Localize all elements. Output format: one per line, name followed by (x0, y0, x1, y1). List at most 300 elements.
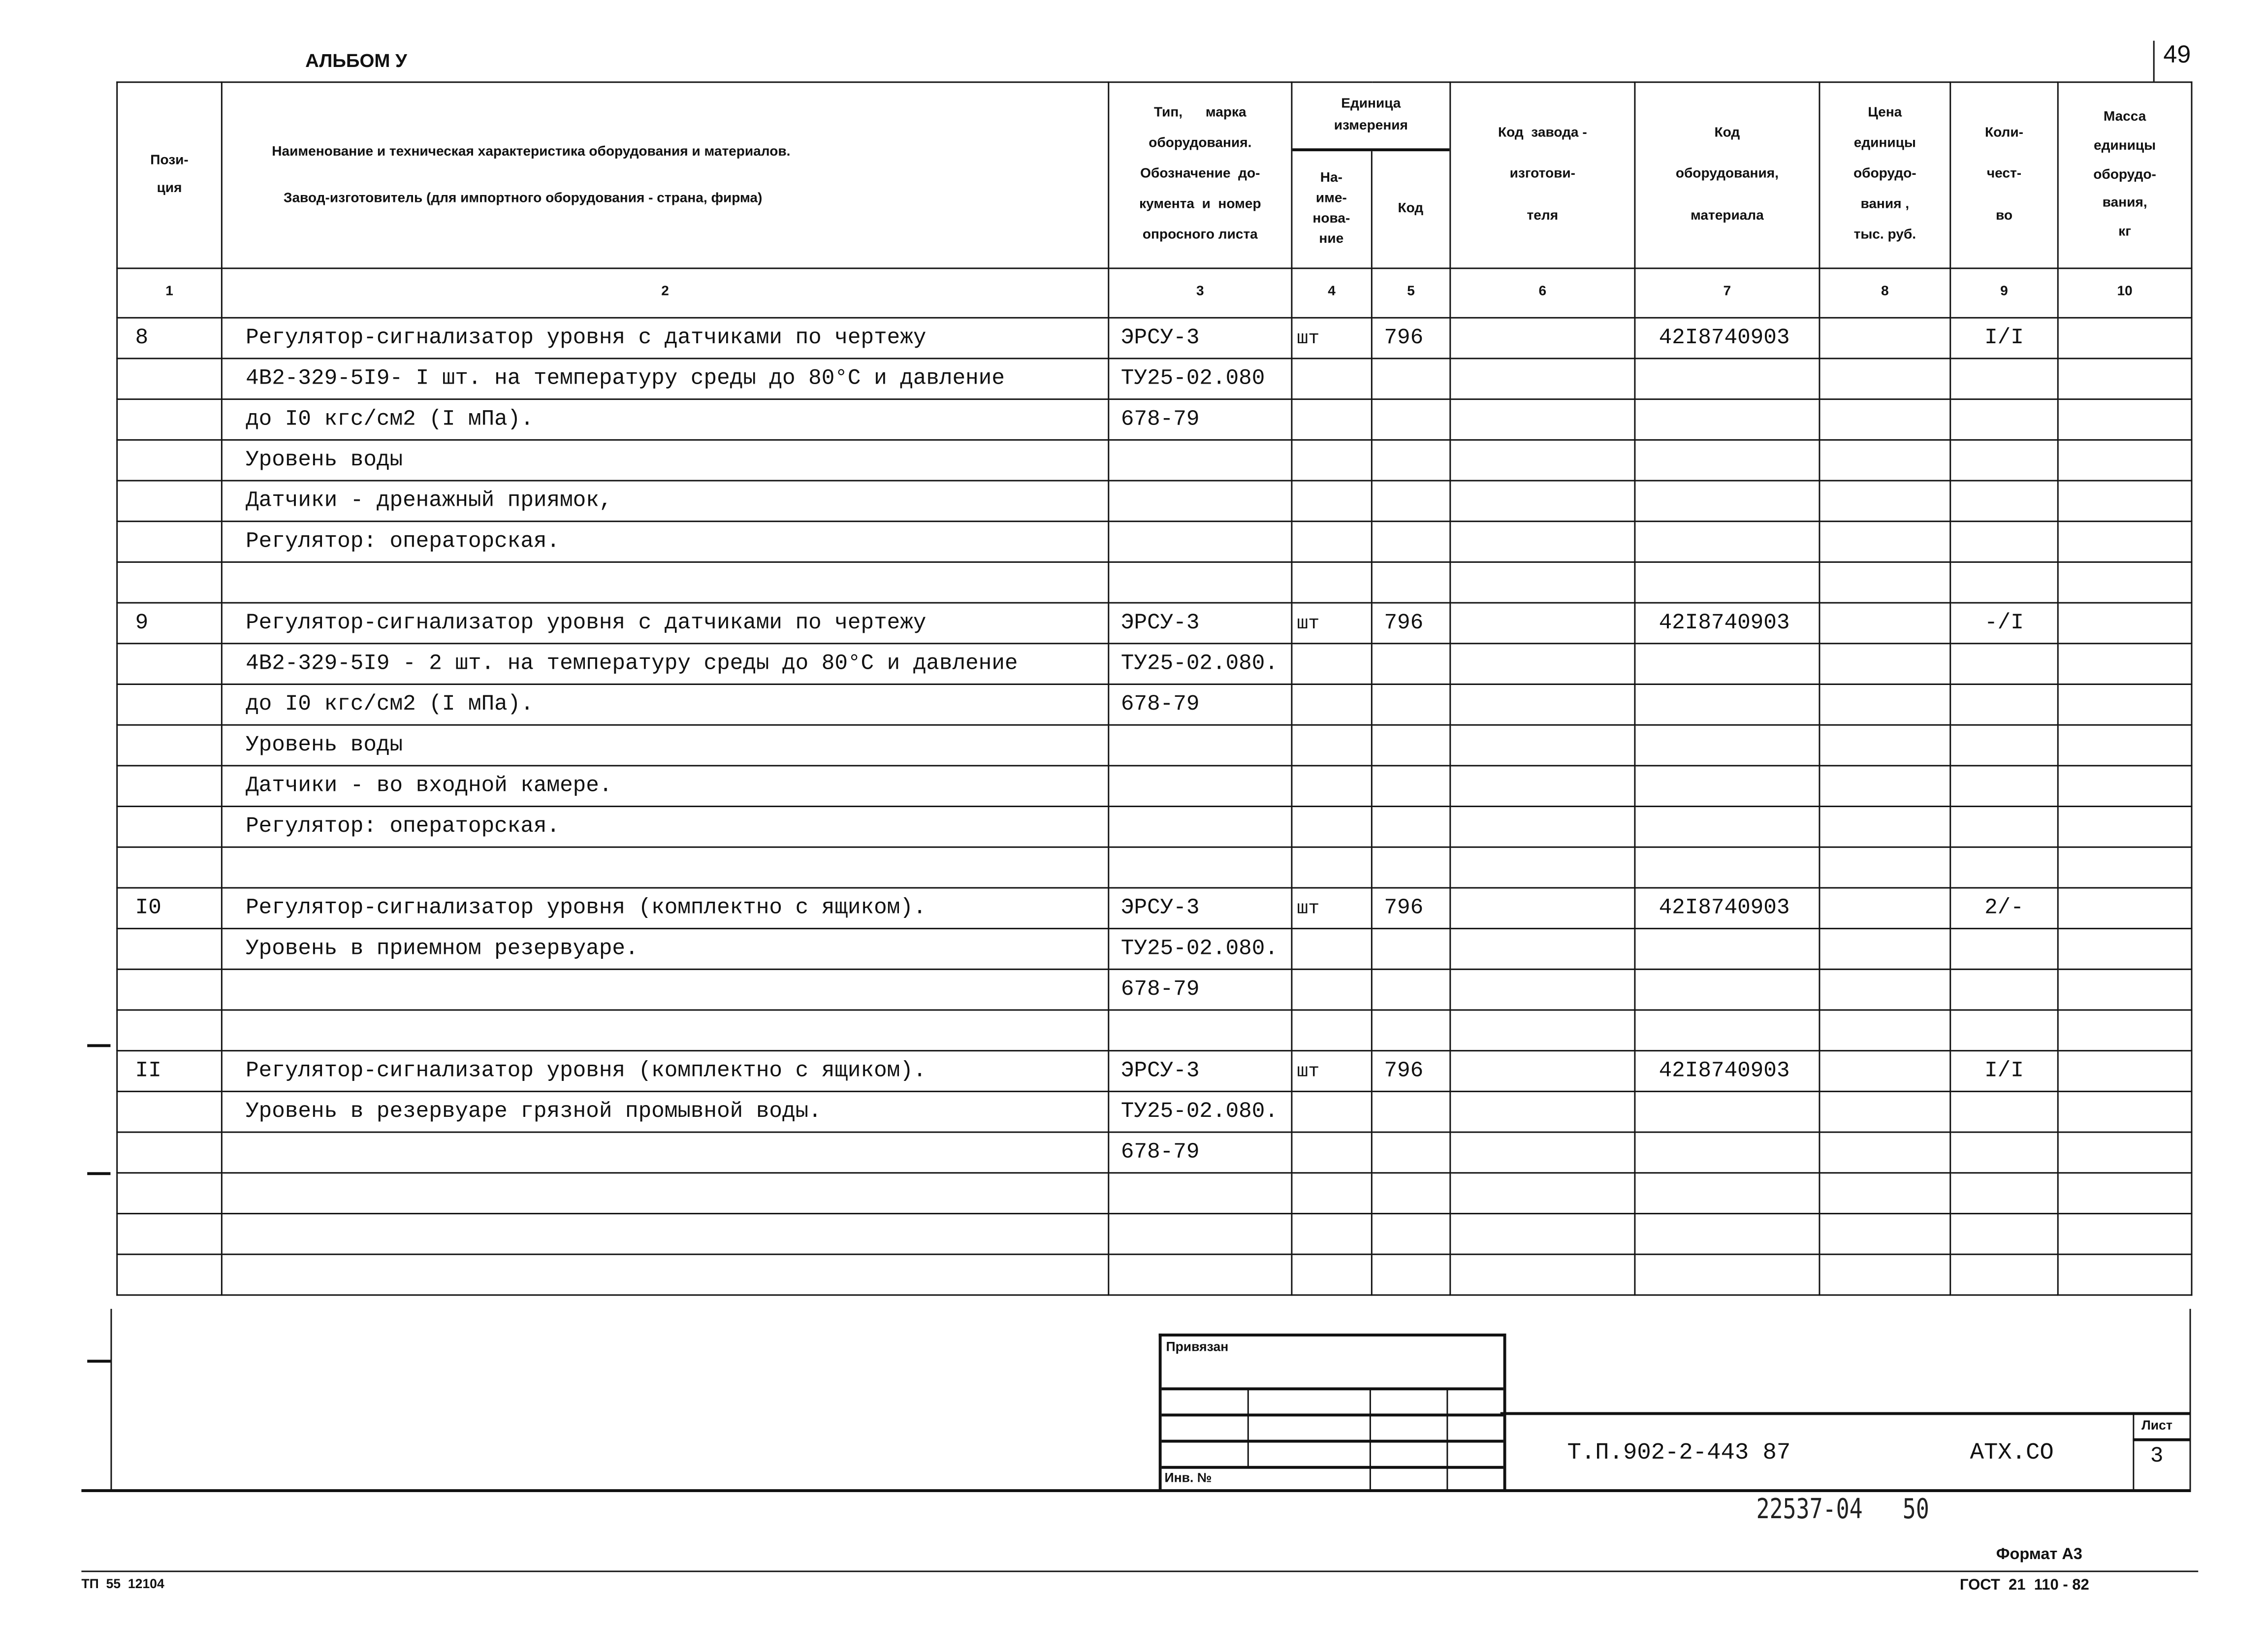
cell-unit-name (1292, 440, 1372, 481)
cell-mass (2058, 1132, 2192, 1173)
cell-unit-name (1292, 1091, 1372, 1132)
header-price: Цена единицы оборудо- вания , тыс. руб. (1820, 82, 1950, 268)
cell-unit-code (1372, 684, 1450, 725)
cell-type (1109, 847, 1292, 888)
cell-unit-code (1372, 399, 1450, 440)
cell-type (1109, 1213, 1292, 1254)
equipment-code-text: 42I8740903 (1659, 896, 1790, 921)
cell-equipment-code (1635, 399, 1820, 440)
table-row (117, 521, 2192, 562)
cell-type (1109, 521, 1292, 562)
header-name-line2: Завод-изготовитель (для импортного оборудования - страна, фирма) (283, 190, 763, 206)
cell-mass (2058, 562, 2192, 603)
cell-equipment-code (1635, 969, 1820, 1010)
column-number: 9 (1950, 268, 2058, 318)
type-text: 678-79 (1120, 1140, 1200, 1165)
cell-equipment-code (1635, 1010, 1820, 1051)
bound-label: Привязан (1166, 1339, 1229, 1354)
unit-code-text: 796 (1384, 896, 1424, 921)
cell-mass (2058, 481, 2192, 521)
cell-unit-code (1372, 1091, 1450, 1132)
cell-manufacturer-code (1450, 929, 1635, 970)
cell-manufacturer-code (1450, 399, 1635, 440)
cell-unit-name (1292, 399, 1372, 440)
cell-equipment-code (1635, 603, 1820, 644)
document-mark: АТХ.СО (1970, 1439, 2054, 1466)
cell-unit-code (1372, 888, 1450, 929)
cell-mass (2058, 521, 2192, 562)
header-equipment-code: Код оборудования, материала (1635, 82, 1820, 268)
type-text: 678-79 (1120, 692, 1200, 717)
cell-quantity (1950, 358, 2058, 399)
table-row (117, 644, 2192, 684)
cell-name (222, 358, 1108, 399)
cell-mass (2058, 847, 2192, 888)
header-mass: Масса единицы оборудо- вания, кг (2058, 82, 2192, 268)
cell-name (222, 929, 1108, 970)
cell-mass (2058, 1173, 2192, 1214)
cell-price (1820, 1254, 1950, 1295)
quantity-text: I/I (1984, 1058, 2024, 1084)
document-code: Т.П.902-2-443 87 (1567, 1439, 1791, 1466)
cell-unit-code (1372, 644, 1450, 684)
cell-unit-code (1372, 847, 1450, 888)
header-unit-name: На- име- нова- ние (1292, 151, 1372, 267)
position-text: I0 (135, 896, 161, 921)
cell-unit-name (1292, 521, 1372, 562)
cell-unit-code (1372, 1173, 1450, 1214)
header-manufacturer-code: Код завода - изготови- теля (1450, 82, 1635, 268)
cell-manufacturer-code (1450, 1173, 1635, 1214)
cell-unit-name (1292, 562, 1372, 603)
table-row (117, 684, 2192, 725)
header-quantity: Коли- чест- во (1950, 82, 2058, 268)
cell-manufacturer-code (1450, 562, 1635, 603)
type-text: ТУ25-02.080. (1120, 652, 1278, 677)
position-text: 9 (135, 611, 149, 636)
cell-manufacturer-code (1450, 1051, 1635, 1092)
page-number-divider (2153, 41, 2155, 82)
cell-quantity (1950, 929, 2058, 970)
cell-unit-name (1292, 1010, 1372, 1051)
cell-quantity (1950, 969, 2058, 1010)
table-row (117, 725, 2192, 766)
cell-equipment-code (1635, 1051, 1820, 1092)
cell-name (222, 969, 1108, 1010)
cell-equipment-code (1635, 1173, 1820, 1214)
unit-code-text: 796 (1384, 611, 1424, 636)
cell-name (222, 1254, 1108, 1295)
cell-quantity (1950, 481, 2058, 521)
cell-manufacturer-code (1450, 1010, 1635, 1051)
frame-left (110, 1309, 112, 1491)
type-text: 678-79 (1120, 977, 1200, 1002)
cell-equipment-code (1635, 358, 1820, 399)
cell-unit-name (1292, 766, 1372, 807)
cell-position (117, 399, 222, 440)
unit-name-text: шт (1297, 612, 1320, 634)
cell-quantity (1950, 766, 2058, 807)
header-type: Тип, марка оборудования. Обозначение до- кумента и номер опросного листа (1109, 82, 1292, 268)
footer-line (81, 1570, 2198, 1572)
cell-manufacturer-code (1450, 440, 1635, 481)
frame-right (2190, 1309, 2191, 1491)
table-row (117, 1010, 2192, 1051)
cell-unit-code (1372, 481, 1450, 521)
column-number: 4 (1292, 268, 1372, 318)
cell-type (1109, 1091, 1292, 1132)
cell-quantity (1950, 1010, 2058, 1051)
name-text: до I0 кгс/см2 (I мПа). (246, 692, 534, 717)
cell-price (1820, 399, 1950, 440)
cell-unit-code (1372, 1051, 1450, 1092)
cell-price (1820, 521, 1950, 562)
cell-unit-name (1292, 929, 1372, 970)
name-text: Уровень воды (246, 733, 403, 758)
cell-quantity (1950, 1132, 2058, 1173)
cell-unit-name (1292, 725, 1372, 766)
handwritten-number: 22537-04 50 (1756, 1493, 1929, 1526)
cell-equipment-code (1635, 644, 1820, 684)
cell-manufacturer-code (1450, 847, 1635, 888)
cell-position (117, 562, 222, 603)
cell-mass (2058, 603, 2192, 644)
cell-name (222, 1051, 1108, 1092)
cell-unit-code (1372, 766, 1450, 807)
cell-unit-name (1292, 969, 1372, 1010)
cell-type (1109, 929, 1292, 970)
cell-position (117, 1010, 222, 1051)
cell-type (1109, 684, 1292, 725)
name-text: до I0 кгс/см2 (I мПа). (246, 407, 534, 432)
cell-unit-name (1292, 888, 1372, 929)
header-unit-group: Единица измерения (1292, 83, 1449, 151)
cell-name (222, 399, 1108, 440)
cell-type (1109, 358, 1292, 399)
cell-unit-name (1292, 318, 1372, 358)
name-text: Датчики - во входной камере. (246, 774, 612, 799)
cell-manufacturer-code (1450, 684, 1635, 725)
cell-type (1109, 969, 1292, 1010)
cell-type (1109, 318, 1292, 358)
column-number: 2 (222, 268, 1108, 318)
cell-type (1109, 399, 1292, 440)
specification-table (116, 81, 2192, 1296)
cell-position (117, 1091, 222, 1132)
table-row (117, 847, 2192, 888)
cell-name (222, 888, 1108, 929)
header-position: Пози- ция (117, 82, 222, 268)
cell-type (1109, 603, 1292, 644)
cell-manufacturer-code (1450, 1254, 1635, 1295)
cell-unit-code (1372, 1132, 1450, 1173)
name-text: 4В2-329-5I9- I шт. на температуру среды до 80°С и давление (246, 366, 1005, 391)
name-text: Регулятор-сигнализатор уровня с датчиками по чертежу (246, 611, 926, 636)
cell-price (1820, 725, 1950, 766)
cell-manufacturer-code (1450, 766, 1635, 807)
cell-unit-code (1372, 929, 1450, 970)
cell-price (1820, 1132, 1950, 1173)
type-text: 678-79 (1120, 407, 1200, 432)
cell-position (117, 481, 222, 521)
name-text: Датчики - дренажный приямок, (246, 489, 612, 514)
cell-name (222, 481, 1108, 521)
cell-position (117, 358, 222, 399)
cell-position (117, 969, 222, 1010)
column-number: 6 (1450, 268, 1635, 318)
cell-name (222, 807, 1108, 847)
cell-unit-name (1292, 807, 1372, 847)
cell-price (1820, 481, 1950, 521)
header-name (222, 82, 1108, 268)
cell-position (117, 1051, 222, 1092)
sheet-label: Лист (2141, 1418, 2172, 1433)
cell-manufacturer-code (1450, 358, 1635, 399)
cell-equipment-code (1635, 562, 1820, 603)
position-text: 8 (135, 326, 149, 351)
cell-mass (2058, 807, 2192, 847)
cell-unit-name (1292, 644, 1372, 684)
cell-price (1820, 969, 1950, 1010)
cell-unit-name (1292, 1173, 1372, 1214)
cell-position (117, 929, 222, 970)
cell-type (1109, 1010, 1292, 1051)
cell-position (117, 644, 222, 684)
cell-mass (2058, 1010, 2192, 1051)
cell-price (1820, 684, 1950, 725)
name-text: Регулятор: операторская. (246, 529, 560, 554)
cell-position (117, 807, 222, 847)
cell-position (117, 847, 222, 888)
cell-mass (2058, 358, 2192, 399)
cell-equipment-code (1635, 929, 1820, 970)
cell-manufacturer-code (1450, 1091, 1635, 1132)
cell-position (117, 440, 222, 481)
cell-unit-code (1372, 725, 1450, 766)
unit-name-text: шт (1297, 897, 1320, 919)
cell-price (1820, 888, 1950, 929)
cell-unit-code (1372, 521, 1450, 562)
cell-type (1109, 807, 1292, 847)
cell-unit-code (1372, 1010, 1450, 1051)
cell-equipment-code (1635, 725, 1820, 766)
cell-quantity (1950, 725, 2058, 766)
cell-quantity (1950, 1173, 2058, 1214)
cell-unit-name (1292, 1213, 1372, 1254)
cell-type (1109, 562, 1292, 603)
cell-manufacturer-code (1450, 644, 1635, 684)
cell-mass (2058, 888, 2192, 929)
table-row (117, 1132, 2192, 1173)
sheet-number: 3 (2150, 1444, 2164, 1469)
type-text: ЭРСУ-3 (1120, 1058, 1200, 1084)
cell-price (1820, 929, 1950, 970)
name-text: Уровень воды (246, 448, 403, 473)
table-row (117, 318, 2192, 358)
quantity-text: 2/- (1984, 896, 2024, 921)
cell-mass (2058, 1254, 2192, 1295)
cell-equipment-code (1635, 318, 1820, 358)
equipment-code-text: 42I8740903 (1659, 326, 1790, 351)
cell-manufacturer-code (1450, 1213, 1635, 1254)
table-row (117, 1091, 2192, 1132)
cell-quantity (1950, 440, 2058, 481)
name-text: Уровень в приемном резервуаре. (246, 936, 639, 962)
cell-name (222, 766, 1108, 807)
cell-equipment-code (1635, 1254, 1820, 1295)
cell-equipment-code (1635, 847, 1820, 888)
cell-quantity (1950, 1254, 2058, 1295)
cell-price (1820, 847, 1950, 888)
cell-mass (2058, 440, 2192, 481)
cell-quantity (1950, 807, 2058, 847)
cell-type (1109, 1254, 1292, 1295)
cell-price (1820, 644, 1950, 684)
inventory-number-label: Инв. № (1164, 1470, 1212, 1485)
cell-unit-code (1372, 1213, 1450, 1254)
table-row (117, 1254, 2192, 1295)
cell-price (1820, 318, 1950, 358)
cell-equipment-code (1635, 521, 1820, 562)
table-row (117, 807, 2192, 847)
cell-unit-code (1372, 807, 1450, 847)
cell-name (222, 318, 1108, 358)
cell-price (1820, 1173, 1950, 1214)
cell-type (1109, 481, 1292, 521)
name-text: Регулятор-сигнализатор уровня (комплектно с ящиком). (246, 1058, 926, 1084)
cell-type (1109, 1173, 1292, 1214)
column-number-row (117, 268, 2192, 318)
cell-unit-code (1372, 969, 1450, 1010)
cell-manufacturer-code (1450, 521, 1635, 562)
header-row (117, 82, 2192, 268)
name-text: Уровень в резервуаре грязной промывной воды. (246, 1099, 822, 1124)
fold-mark (87, 1360, 110, 1363)
page-number: 49 (2163, 40, 2191, 68)
cell-equipment-code (1635, 440, 1820, 481)
binding-stamp (1159, 1334, 1506, 1492)
type-text: ТУ25-02.080 (1120, 366, 1265, 391)
cell-quantity (1950, 562, 2058, 603)
table-row (117, 562, 2192, 603)
table-row (117, 1051, 2192, 1092)
unit-code-text: 796 (1384, 1058, 1424, 1084)
type-text: ЭРСУ-3 (1120, 896, 1200, 921)
table-row (117, 358, 2192, 399)
cell-type (1109, 1132, 1292, 1173)
cell-equipment-code (1635, 1091, 1820, 1132)
album-label: АЛЬБОМ У (305, 49, 407, 71)
header-unit (1292, 82, 1450, 268)
cell-name (222, 440, 1108, 481)
type-text: ТУ25-02.080. (1120, 1099, 1278, 1124)
column-number: 8 (1820, 268, 1950, 318)
cell-price (1820, 1213, 1950, 1254)
quantity-text: -/I (1984, 611, 2024, 636)
cell-equipment-code (1635, 684, 1820, 725)
cell-unit-name (1292, 1051, 1372, 1092)
cell-mass (2058, 1051, 2192, 1092)
cell-type (1109, 766, 1292, 807)
cell-name (222, 562, 1108, 603)
cell-equipment-code (1635, 807, 1820, 847)
table-row (117, 603, 2192, 644)
frame-bottom (81, 1489, 2191, 1492)
column-number: 10 (2058, 268, 2192, 318)
cell-name (222, 1132, 1108, 1173)
cell-price (1820, 1010, 1950, 1051)
cell-type (1109, 725, 1292, 766)
cell-position (117, 1173, 222, 1214)
cell-price (1820, 603, 1950, 644)
cell-quantity (1950, 399, 2058, 440)
equipment-code-text: 42I8740903 (1659, 611, 1790, 636)
cell-quantity (1950, 644, 2058, 684)
cell-mass (2058, 969, 2192, 1010)
table-row (117, 766, 2192, 807)
cell-quantity (1950, 847, 2058, 888)
cell-mass (2058, 1091, 2192, 1132)
cell-price (1820, 1091, 1950, 1132)
cell-unit-code (1372, 1254, 1450, 1295)
cell-manufacturer-code (1450, 481, 1635, 521)
quantity-text: I/I (1984, 326, 2024, 351)
cell-equipment-code (1635, 766, 1820, 807)
cell-mass (2058, 929, 2192, 970)
cell-unit-name (1292, 603, 1372, 644)
cell-unit-name (1292, 1254, 1372, 1295)
cell-unit-code (1372, 440, 1450, 481)
cell-manufacturer-code (1450, 888, 1635, 929)
cell-mass (2058, 1213, 2192, 1254)
column-number: 3 (1109, 268, 1292, 318)
cell-price (1820, 440, 1950, 481)
cell-quantity (1950, 603, 2058, 644)
cell-manufacturer-code (1450, 318, 1635, 358)
title-block-top (1501, 1412, 2191, 1415)
cell-unit-name (1292, 684, 1372, 725)
cell-equipment-code (1635, 1213, 1820, 1254)
cell-name (222, 1213, 1108, 1254)
header-unit-code: Код (1398, 200, 1424, 217)
cell-quantity (1950, 521, 2058, 562)
table-row (117, 1213, 2192, 1254)
cell-quantity (1950, 318, 2058, 358)
unit-name-text: шт (1297, 1060, 1320, 1082)
cell-name (222, 644, 1108, 684)
cell-unit-code (1372, 603, 1450, 644)
cell-position (117, 1213, 222, 1254)
cell-name (222, 1173, 1108, 1214)
table-row (117, 399, 2192, 440)
table-row (117, 440, 2192, 481)
cell-position (117, 603, 222, 644)
unit-name-text: шт (1297, 327, 1320, 349)
table-row (117, 1173, 2192, 1214)
fold-mark (87, 1044, 110, 1047)
cell-position (117, 766, 222, 807)
cell-manufacturer-code (1450, 603, 1635, 644)
name-text: Регулятор: операторская. (246, 814, 560, 839)
type-text: ТУ25-02.080. (1120, 936, 1278, 962)
cell-price (1820, 562, 1950, 603)
cell-name (222, 521, 1108, 562)
cell-unit-name (1292, 1132, 1372, 1173)
cell-mass (2058, 725, 2192, 766)
cell-mass (2058, 684, 2192, 725)
cell-name (222, 847, 1108, 888)
cell-name (222, 725, 1108, 766)
